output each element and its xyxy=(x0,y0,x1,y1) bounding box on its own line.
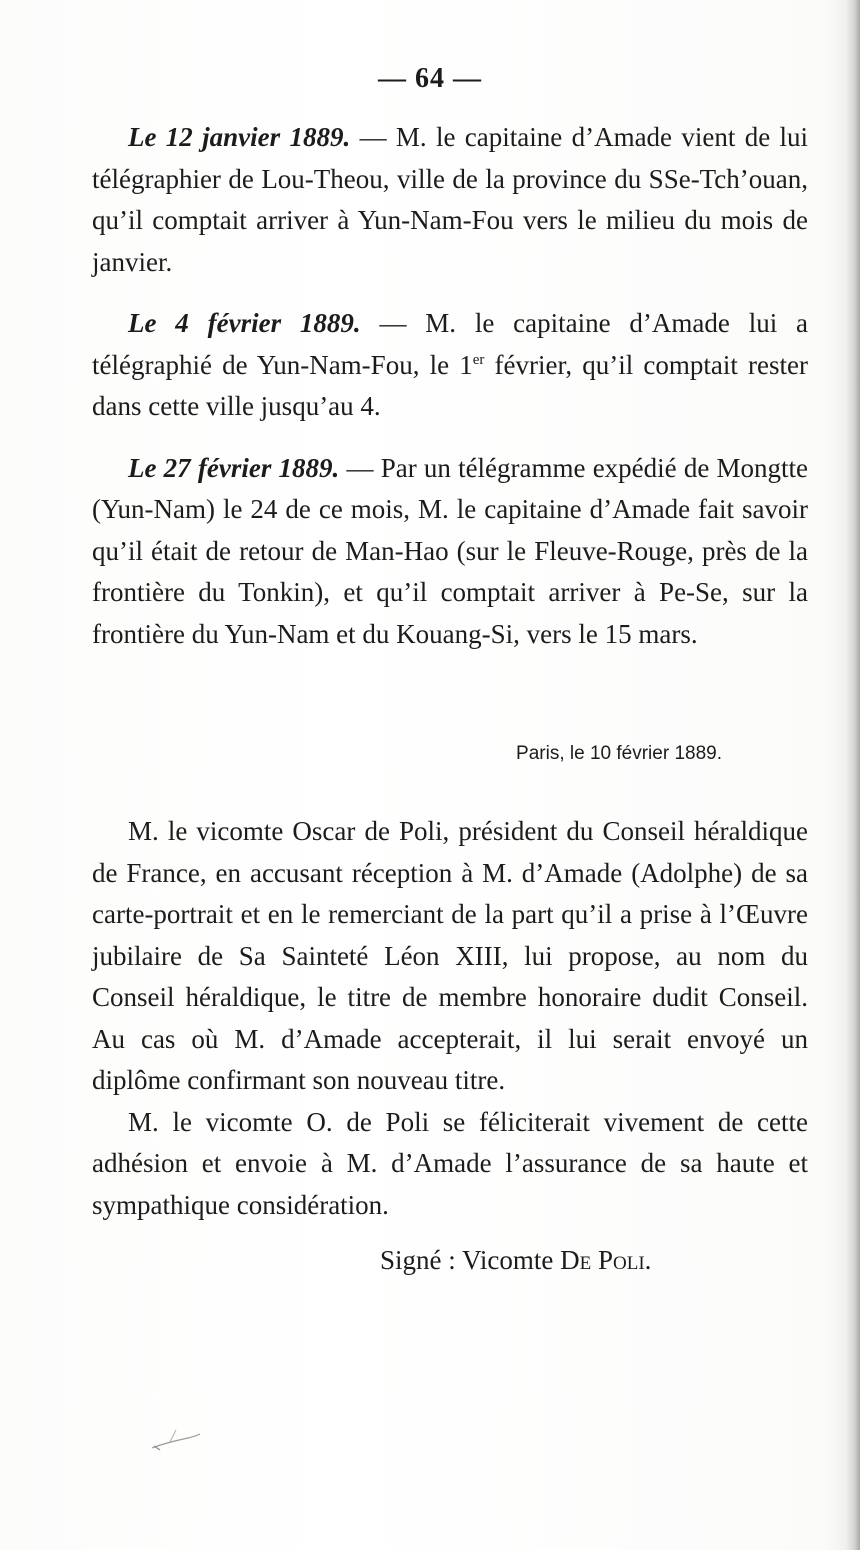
diary-entry xyxy=(92,448,808,656)
entry-date: Le 4 février 1889. xyxy=(128,308,361,338)
entry-text: M. le capitaine d’Amade vient de lui télégraphier de Lou-Theou, ville de la province du SSe-Tch’ouan, qu’il comptait arriver à Yun-Nam-Fou vers le milieu du mois de janvier. xyxy=(92,122,809,277)
signature-line xyxy=(92,1240,808,1282)
letter-dateline: Paris, le 10 février 1889. xyxy=(516,743,722,764)
entry-separator: — xyxy=(359,122,387,152)
page-number: — 64 — xyxy=(378,63,482,94)
page-edge-shadow xyxy=(846,0,860,1550)
diary-entry xyxy=(92,117,808,283)
pencil-mark-icon xyxy=(150,1428,202,1456)
diary-entry xyxy=(92,303,808,428)
ordinal-superscript: er xyxy=(472,351,485,368)
entry-separator: — xyxy=(346,452,374,483)
entry-date: Le 27 février 1889. xyxy=(128,452,340,483)
entry-text: Par un télégramme expédié de Mongtte (Yun-Nam) le 24 de ce mois, M. le capitaine d’Amade fait savoir qu’il était de retour de Man-Hao (sur le Fleuve-Rouge, près de la frontière du Tonkin), et qu’il comptait arriver à Pe-Se, sur la frontière du Yun-Nam et du Kouang-Si, vers le 15 mars. xyxy=(92,452,809,649)
letter-paragraph: M. le vicomte Oscar de Poli, président du Conseil héraldique de France, en accusant réception à M. d’Amade (Adolphe) de sa carte-portrait et en le remerciant de la part qu’il a prise à l’Œuvre jubilaire de Sa Sainteté Léon XIII, lui propose, au nom du Conseil héraldique, le titre de membre honoraire dudit Conseil. Au cas où M. d’Amade accepterait, il lui serait envoyé un diplôme confirmant son nouveau titre. xyxy=(92,816,808,1095)
page-body xyxy=(92,117,808,1282)
signature-prefix: Signé : Vicomte xyxy=(380,1245,561,1275)
entry-date: Le 12 janvier 1889. xyxy=(128,122,351,152)
entry-separator: — xyxy=(379,308,407,338)
letter-paragraph: M. le vicomte O. de Poli se féliciterait vivement de cette adhésion et envoie à M. d’Amade l’assurance de sa haute et sympathique considération. xyxy=(92,1106,808,1220)
signature-name: De Poli xyxy=(560,1245,645,1275)
signature-suffix: . xyxy=(644,1245,652,1275)
entry-text: M. le capitaine d’Amade lui a télégraphié de Yun-Nam-Fou, le 1 xyxy=(92,308,809,380)
entry-text-continued: février, qu’il comptait rester dans cette ville jusqu’au 4. xyxy=(92,349,808,421)
